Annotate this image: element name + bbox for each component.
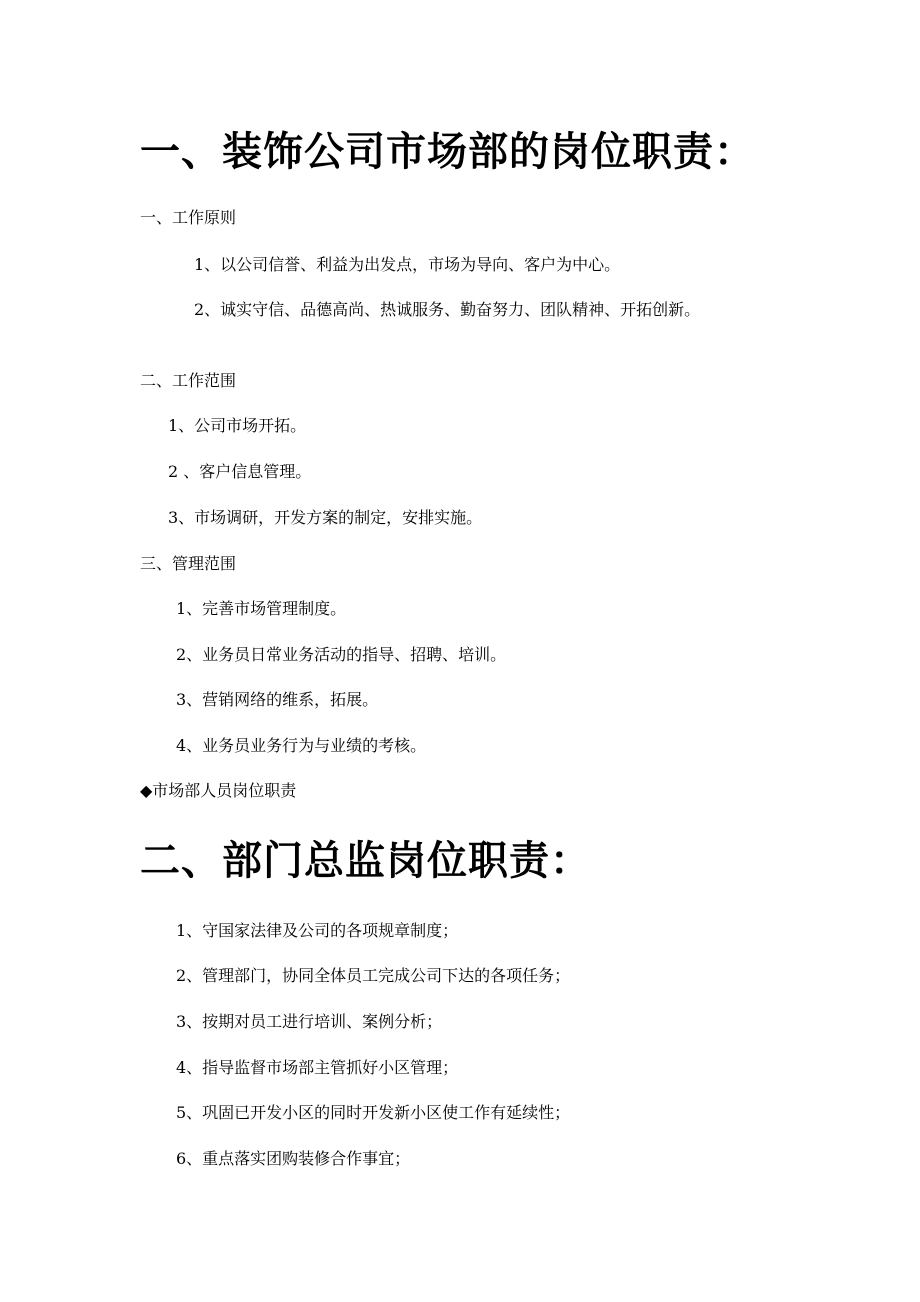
section1-heading: 一、装饰公司市场部的岗位职责： <box>140 128 755 175</box>
section2-item-5: 5、巩固已开发小区的同时开发新小区使工作有延续性； <box>176 1103 571 1122</box>
part3-item-2: 2、业务员日常业务活动的指导、招聘、培训。 <box>176 645 507 664</box>
part2-title: 二、工作范围 <box>140 371 237 390</box>
part2-item-1: 1、公司市场开拓。 <box>168 416 307 435</box>
section2-item-3: 3、按期对员工进行培训、案例分析； <box>176 1012 443 1031</box>
part1-title: 一、工作原则 <box>140 208 237 227</box>
part3-item-4: 4、业务员业务行为与业绩的考核。 <box>176 736 427 755</box>
section2-heading: 二、部门总监岗位职责： <box>140 837 591 884</box>
staff-duties-note: ◆市场部人员岗位职责 <box>140 781 297 800</box>
section2-item-2: 2、管理部门，协同全体员工完成公司下达的各项任务； <box>176 966 571 985</box>
part2-item-2: 2 、客户信息管理。 <box>168 462 312 481</box>
part2-item-3: 3、市场调研，开发方案的制定，安排实施。 <box>168 508 483 527</box>
part1-item-2: 2、诚实守信、品德高尚、热诚服务、勤奋努力、团队精神、开拓创新。 <box>194 300 701 319</box>
part3-item-1: 1、完善市场管理制度。 <box>176 599 347 618</box>
section2-item-4: 4、指导监督市场部主管抓好小区管理； <box>176 1058 459 1077</box>
section2-item-6: 6、重点落实团购装修合作事宜； <box>176 1149 411 1168</box>
part3-title: 三、管理范围 <box>140 554 237 573</box>
section2-item-1: 1、守国家法律及公司的各项规章制度； <box>176 921 459 940</box>
part1-item-1: 1、以公司信誉、利益为出发点，市场为导向、客户为中心。 <box>194 255 621 274</box>
part3-item-3: 3、营销网络的维系，拓展。 <box>176 690 379 709</box>
